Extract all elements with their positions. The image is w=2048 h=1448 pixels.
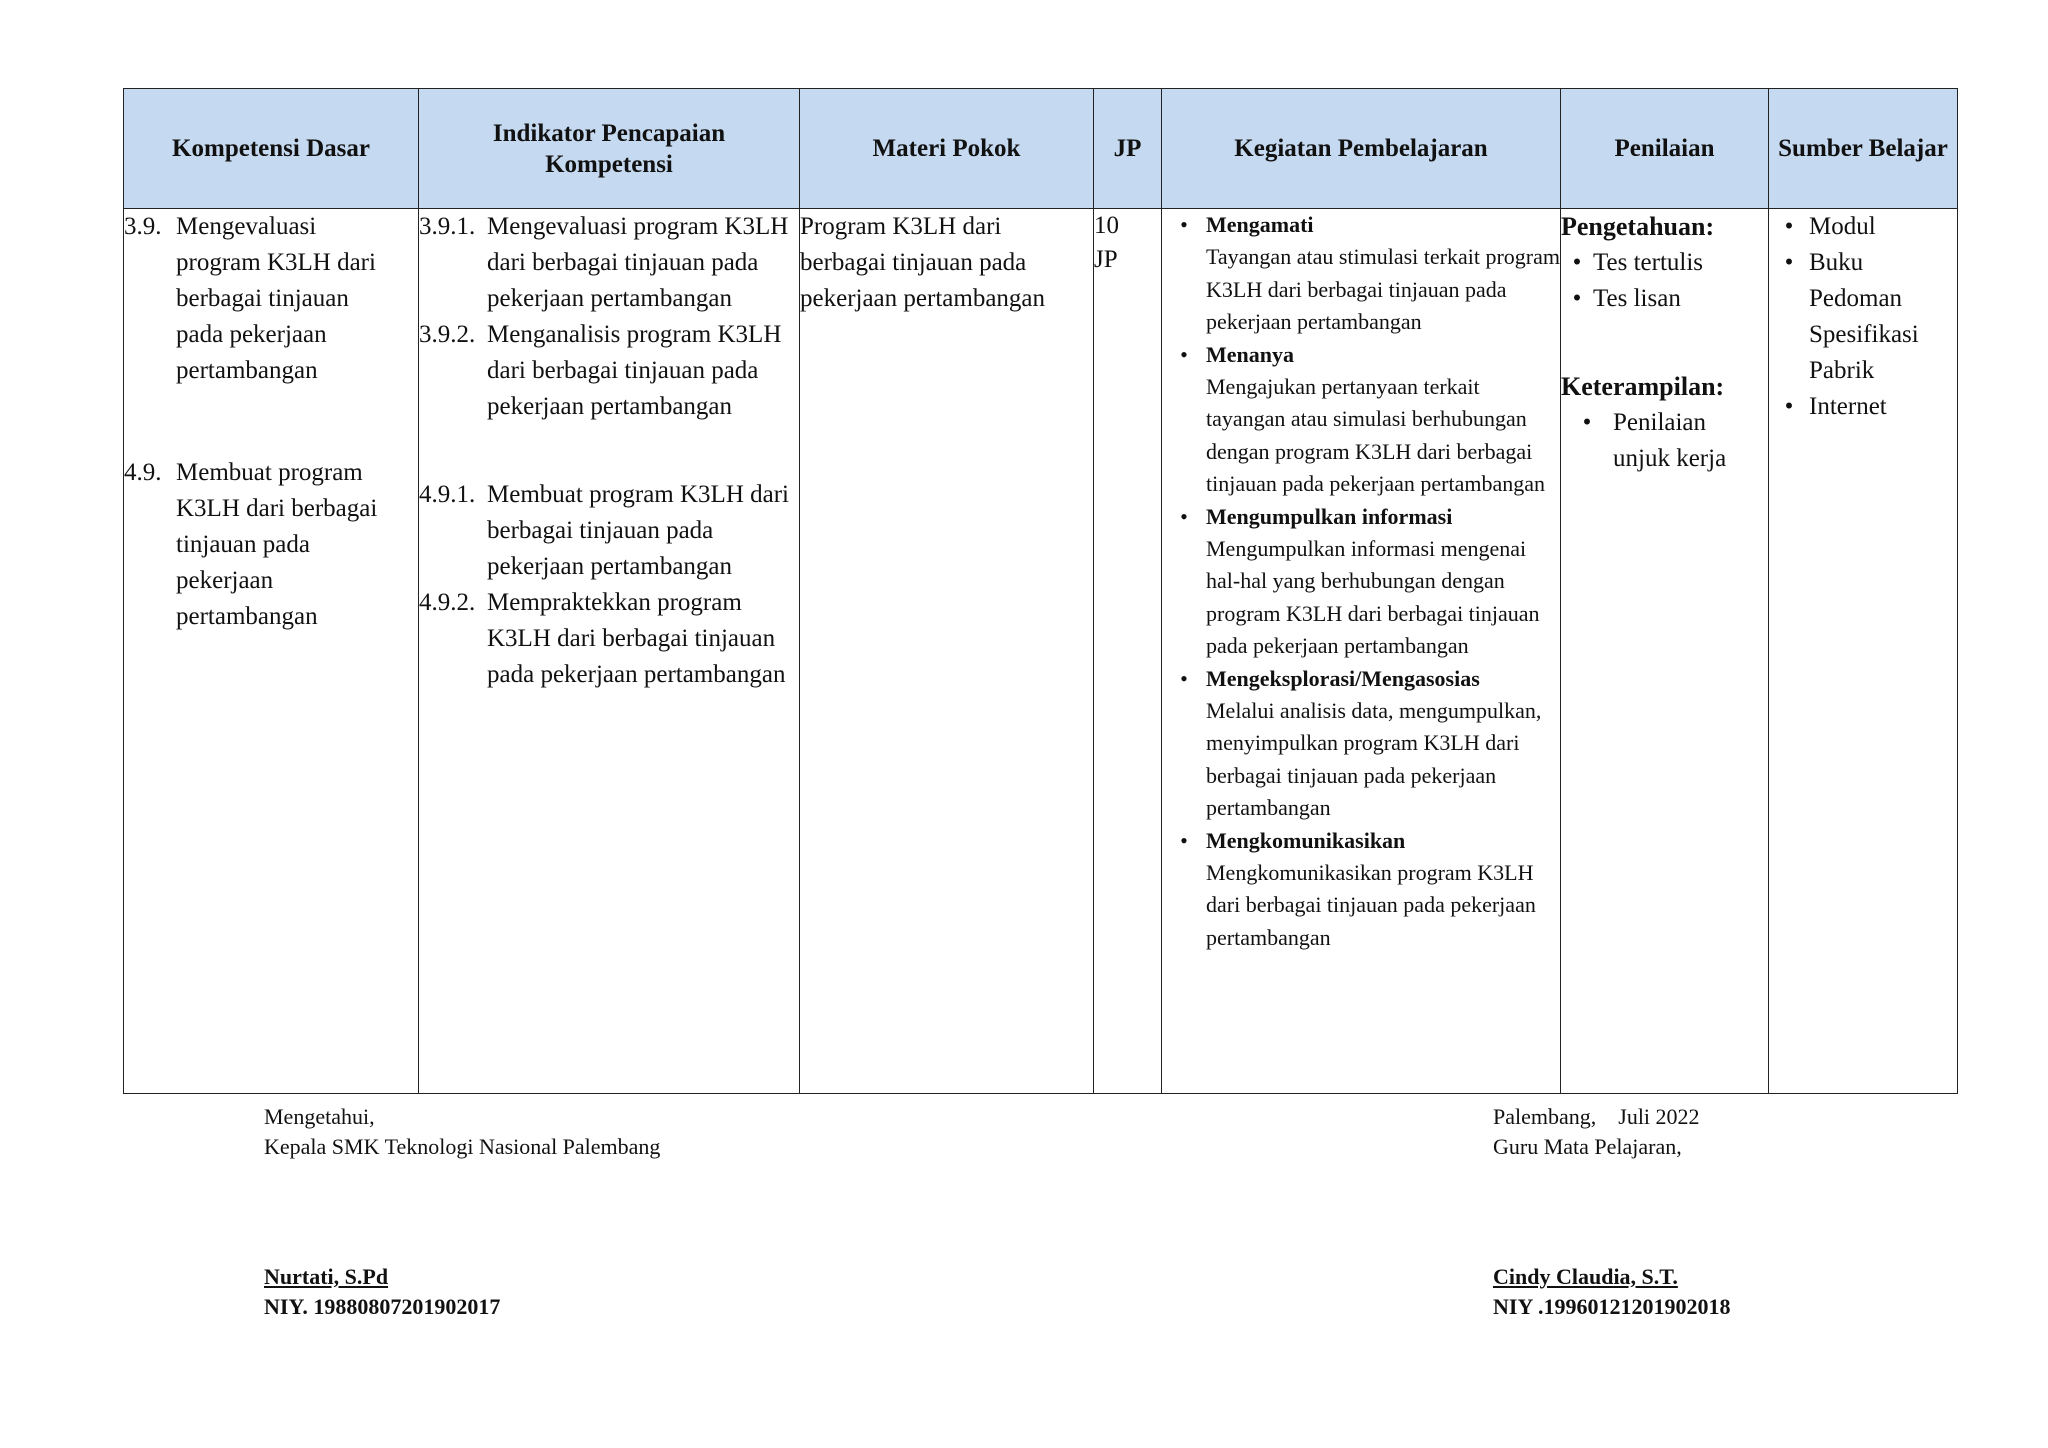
- keterampilan-list: [1561, 405, 1768, 477]
- list-item: [1769, 209, 1957, 245]
- sig-right-name: Cindy Claudia, S.T.: [1493, 1264, 1678, 1289]
- syllabus-table: [123, 88, 1958, 1094]
- list-item: [1561, 245, 1768, 281]
- header-sumber-belajar: Sumber Belajar: [1769, 89, 1958, 209]
- indikator-number: 3.9.1.: [419, 213, 476, 240]
- header-penilaian: Penilaian: [1561, 89, 1769, 209]
- header-jp: JP: [1094, 89, 1162, 209]
- indikator-text: Mengevaluasi program K3LH dari berbagai tinjauan pada pekerjaan pertambangan: [487, 213, 789, 312]
- bullet-icon: •: [1180, 341, 1188, 367]
- kd-number: 4.9.: [124, 459, 162, 486]
- sumber-item-text: Modul: [1809, 213, 1876, 240]
- indikator-item: [419, 209, 799, 317]
- indikator-number: 4.9.2.: [419, 589, 476, 616]
- bullet-icon: •: [1784, 213, 1794, 240]
- kd-number: 3.9.: [124, 213, 162, 240]
- bullet-icon: •: [1582, 409, 1592, 436]
- cell-penilaian: [1561, 209, 1769, 1094]
- kd-text: Membuat program K3LH dari berbagai tinjauan pada pekerjaan pertambangan: [176, 459, 378, 630]
- indikator-number: 3.9.2.: [419, 321, 476, 348]
- list-item: [1561, 281, 1768, 317]
- materi-pokok-text: Program K3LH dari berbagai tinjauan pada pekerjaan pertambangan: [800, 213, 1046, 312]
- sumber-item-text: Buku Pedoman Spesifikasi Pabrik: [1809, 249, 1919, 384]
- pengetahuan-title: Pengetahuan:: [1561, 212, 1715, 241]
- signature-left: [264, 1102, 660, 1322]
- signature-right: [1493, 1102, 1731, 1322]
- sumber-item-text: Internet: [1809, 393, 1887, 420]
- kegiatan-item: [1162, 825, 1560, 955]
- kd-text: Mengevaluasi program K3LH dari berbagai tinjauan pada pekerjaan pertambangan: [176, 213, 376, 384]
- kd-item: [124, 455, 418, 635]
- list-item: [1769, 389, 1957, 425]
- kegiatan-desc: Mengkomunikasikan program K3LH dari berbagai tinjauan pada pekerjaan pertambangan: [1206, 859, 1536, 950]
- indikator-item: [419, 477, 799, 585]
- bullet-icon: •: [1784, 249, 1794, 276]
- cell-jp: [1094, 209, 1162, 1094]
- kegiatan-title: Mengamati: [1206, 212, 1314, 237]
- sig-right-line2: Guru Mata Pelajaran,: [1493, 1134, 1682, 1159]
- bullet-icon: •: [1180, 827, 1188, 853]
- penilaian-item-text: Tes lisan: [1593, 285, 1681, 312]
- cell-sumber-belajar: [1769, 209, 1958, 1094]
- kegiatan-desc: Mengajukan pertanyaan terkait tayangan atau simulasi berhubungan dengan program K3LH dari berbagai tinjauan pada pekerjaan pertambangan: [1206, 373, 1546, 496]
- kegiatan-item: [1162, 501, 1560, 663]
- kegiatan-desc: Melalui analisis data, mengumpulkan, menyimpulkan program K3LH dari berbagai tinjauan pada pekerjaan pertambangan: [1206, 697, 1542, 820]
- jp-value: 10: [1094, 212, 1119, 239]
- indikator-text: Membuat program K3LH dari berbagai tinjauan pada pekerjaan pertambangan: [487, 481, 790, 580]
- sig-left-line1: Mengetahui,: [264, 1104, 375, 1129]
- penilaian-item-text: Tes tertulis: [1593, 249, 1704, 276]
- kegiatan-item: [1162, 663, 1560, 825]
- kegiatan-title: Mengumpulkan informasi: [1206, 503, 1453, 529]
- bullet-icon: •: [1180, 503, 1188, 529]
- table-header-row: [124, 89, 1958, 209]
- kd-item: [124, 209, 418, 389]
- sig-right-line1: Palembang, Juli 2022: [1493, 1104, 1700, 1129]
- penilaian-item-text: Penilaian unjuk kerja: [1613, 409, 1727, 472]
- sig-left-name: Nurtati, S.Pd: [264, 1264, 389, 1289]
- list-item: [1769, 245, 1957, 389]
- pengetahuan-list: [1561, 245, 1768, 317]
- indikator-item: [419, 585, 799, 693]
- header-kompetensi-dasar: Kompetensi Dasar: [124, 89, 419, 209]
- bullet-icon: •: [1784, 393, 1794, 420]
- bullet-icon: •: [1572, 249, 1582, 276]
- cell-kompetensi-dasar: [124, 209, 419, 1094]
- kegiatan-desc: Mengumpulkan informasi mengenai hal-hal yang berhubungan dengan program K3LH dari berbagai tinjauan pada pekerjaan pertambangan: [1206, 535, 1540, 658]
- kegiatan-desc: Tayangan atau stimulasi terkait program K3LH dari berbagai tinjauan pada pekerjaan pertambangan: [1206, 244, 1561, 334]
- kegiatan-title: Mengeksplorasi/Mengasosias: [1206, 665, 1480, 691]
- indikator-number: 4.9.1.: [419, 481, 476, 508]
- bullet-icon: •: [1572, 285, 1582, 312]
- list-item: [1561, 405, 1768, 477]
- header-kegiatan: Kegiatan Pembelajaran: [1162, 89, 1561, 209]
- table-row: [124, 209, 1958, 1094]
- kegiatan-title: Mengkomunikasikan: [1206, 827, 1406, 853]
- kegiatan-item: [1162, 209, 1560, 339]
- kegiatan-item: [1162, 339, 1560, 501]
- sumber-list: [1769, 209, 1957, 425]
- sig-left-line2: Kepala SMK Teknologi Nasional Palembang: [264, 1134, 661, 1159]
- sig-right-id: NIY .19960121201902018: [1493, 1294, 1731, 1319]
- keterampilan-title: Keterampilan:: [1561, 372, 1725, 401]
- header-indikator: Indikator Pencapaian Kompetensi: [419, 89, 800, 209]
- cell-kegiatan: [1162, 209, 1561, 1094]
- cell-indikator: [419, 209, 800, 1094]
- cell-materi-pokok: [800, 209, 1094, 1094]
- indikator-text: Mempraktekkan program K3LH dari berbagai tinjauan pada pekerjaan pertambangan: [487, 589, 786, 688]
- jp-unit: JP: [1094, 246, 1118, 273]
- kegiatan-title: Menanya: [1206, 341, 1294, 367]
- sig-left-id: NIY. 19880807201902017: [264, 1294, 501, 1319]
- header-materi-pokok: Materi Pokok: [800, 89, 1094, 209]
- bullet-icon: •: [1180, 665, 1188, 691]
- indikator-text: Menganalisis program K3LH dari berbagai tinjauan pada pekerjaan pertambangan: [487, 321, 782, 420]
- indikator-item: [419, 317, 799, 425]
- bullet-icon: •: [1180, 212, 1188, 237]
